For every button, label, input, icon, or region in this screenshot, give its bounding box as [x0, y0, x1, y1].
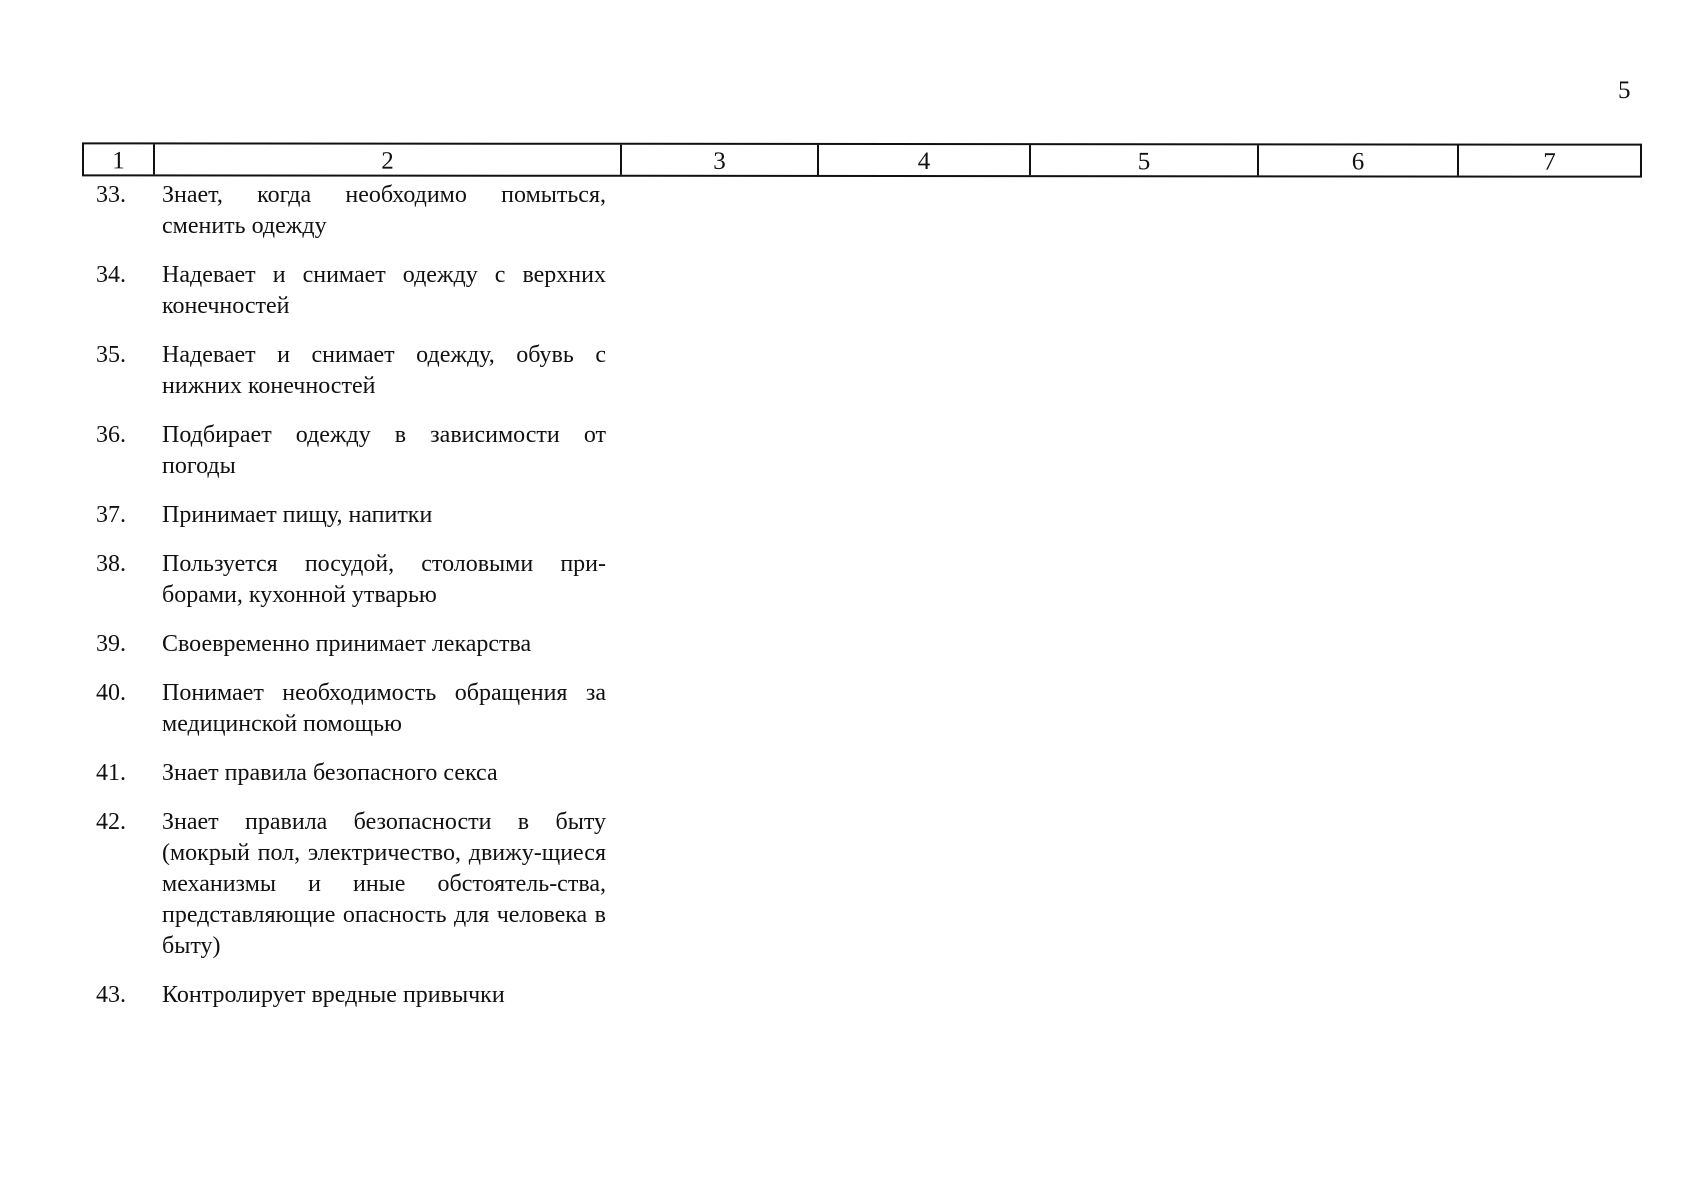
table-row	[92, 758, 612, 789]
table-row	[92, 340, 612, 402]
row-number: 37.	[96, 502, 126, 528]
row-text: Знает, когда необходимо помыться, сменить одежду	[162, 182, 606, 239]
row-text: Понимает необходимость обращения за медицинской помощью	[162, 680, 606, 737]
row-text: Надевает и снимает одежду с верхних конечностей	[162, 262, 606, 319]
row-text: Знает правила безопасного секса	[162, 760, 498, 786]
row-text: Своевременно принимает лекарства	[162, 631, 532, 657]
table-row	[92, 629, 612, 660]
row-number: 39.	[96, 631, 126, 657]
row-number: 40.	[96, 680, 126, 706]
header-cell-5: 5	[1031, 145, 1259, 175]
table-row	[92, 678, 612, 740]
row-number: 36.	[96, 422, 126, 448]
header-cell-1: 1	[84, 144, 155, 174]
header-cell-3: 3	[622, 145, 819, 175]
header-cell-6: 6	[1259, 145, 1459, 175]
table-row	[92, 549, 612, 611]
row-number: 35.	[96, 342, 126, 368]
table-row	[92, 807, 612, 962]
header-cell-4: 4	[819, 145, 1031, 175]
row-text: Принимает пищу, напитки	[162, 502, 433, 528]
row-number: 38.	[96, 551, 126, 577]
row-text: Контролирует вредные привычки	[162, 982, 505, 1008]
row-text: Знает правила безопасности в быту (мокрый пол, электричество, движу-щиеся механизмы и иные обстоятель-ства, представляющие опасность для человека в быту)	[162, 809, 606, 959]
table-row	[92, 260, 612, 322]
row-text: Пользуется посудой, столовыми при-борами, кухонной утварью	[162, 551, 606, 608]
row-number: 34.	[96, 262, 126, 288]
row-text: Надевает и снимает одежду, обувь с нижних конечностей	[162, 342, 606, 399]
table-header-row	[82, 142, 1642, 177]
row-number: 33.	[96, 182, 126, 208]
row-text: Подбирает одежду в зависимости от погоды	[162, 422, 606, 479]
table-row	[92, 980, 612, 1011]
table-body	[92, 180, 612, 1029]
header-cell-2: 2	[155, 144, 622, 174]
row-number: 42.	[96, 809, 126, 835]
table-row	[92, 180, 612, 242]
page-number: 5	[1618, 77, 1631, 104]
table-row	[92, 420, 612, 482]
table-row	[92, 500, 612, 531]
header-cell-7: 7	[1543, 148, 1556, 176]
row-number: 43.	[96, 982, 126, 1008]
row-number: 41.	[96, 760, 126, 786]
